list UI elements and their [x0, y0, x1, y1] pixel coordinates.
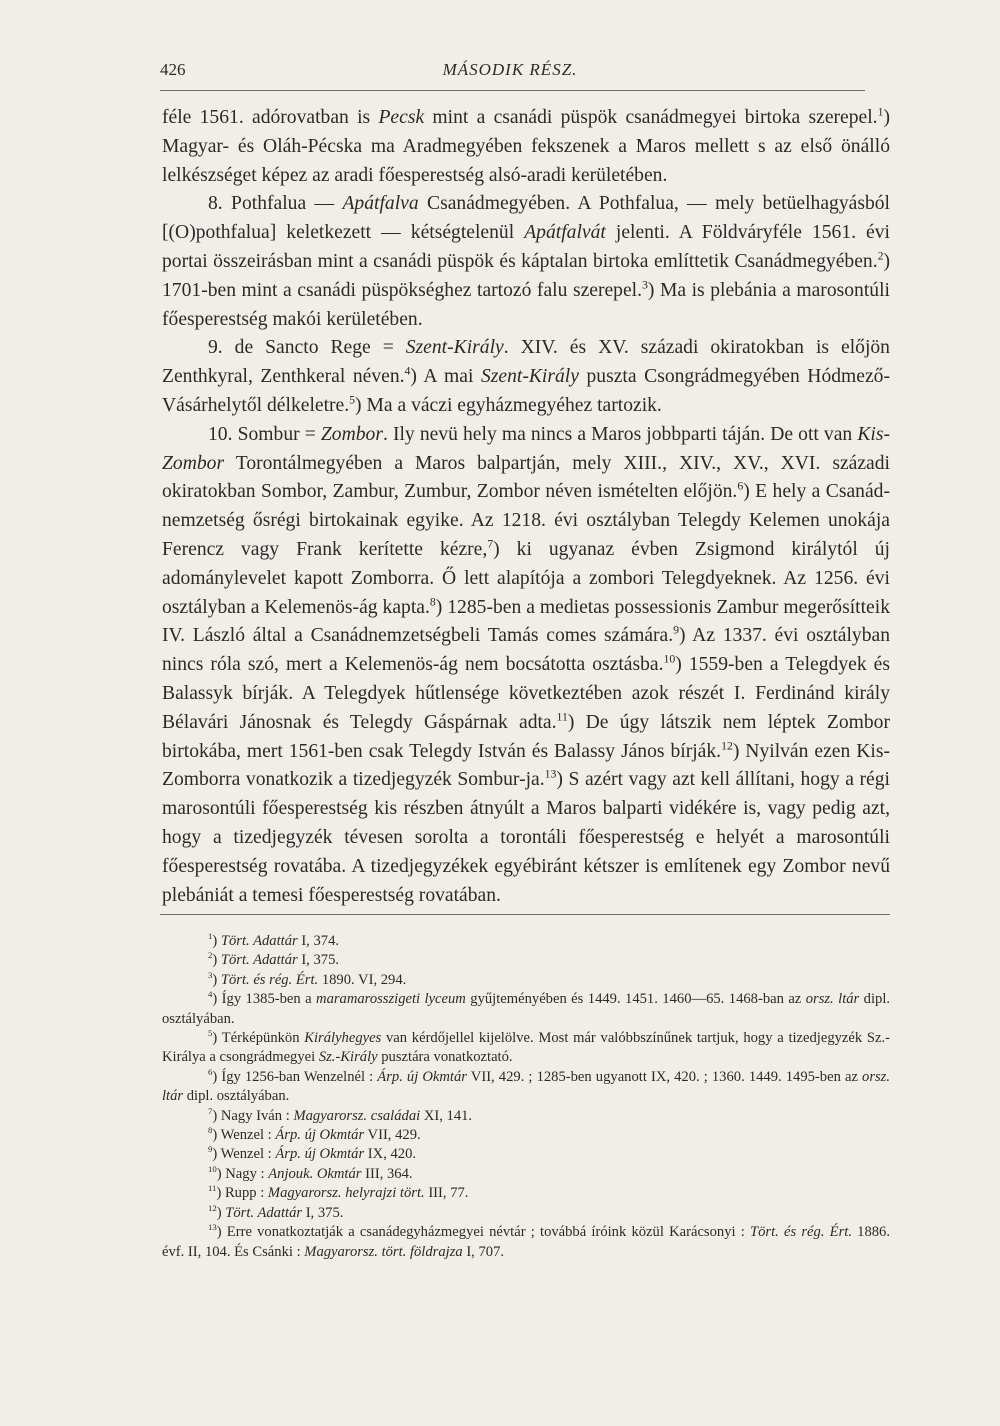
text-run: ) Így 1256-ban Wenzelnél : — [212, 1068, 378, 1085]
footnote-marker: 6 — [208, 1066, 213, 1077]
text-run: 8. Pothfalua — — [208, 193, 343, 215]
text-run: ) Nyilván ezen Kis-Zomborra vonatkozik a tizedjegyzék Sombur-ja. — [162, 740, 890, 791]
footnote-marker: 4 — [208, 989, 213, 1000]
text-run: 10. Sombur = — [208, 423, 321, 445]
text-run: pusztára vonatkoztató. — [377, 1049, 513, 1066]
text-run: ) Így 1385-ben a — [212, 991, 317, 1008]
footnote — [162, 1029, 890, 1068]
footnote-marker: 1 — [877, 105, 884, 119]
footnote-marker: 2 — [877, 249, 884, 263]
text-run: 1886. évf. II, 104. És Csánki : — [162, 1224, 891, 1260]
text-run: III, 77. — [424, 1185, 469, 1202]
footnote-marker: 3 — [208, 969, 213, 980]
italic-text: Apátfalva — [342, 193, 419, 215]
text-run: mint a csanádi püspök csanádmegyei birtoka szerepel. — [424, 107, 878, 128]
footnote — [162, 971, 890, 990]
header-rule — [160, 90, 865, 91]
text-run: ) Wenzel : — [212, 1146, 276, 1163]
text-run: I, 375. — [302, 1204, 344, 1221]
italic-text: Anjouk. Okmtár — [268, 1165, 362, 1182]
italic-text: Magyarorsz. családai — [293, 1107, 421, 1124]
italic-text: Tört. Adattár — [225, 1204, 303, 1221]
italic-text: Szent-Király — [480, 366, 579, 388]
footnote-marker: 11 — [208, 1183, 217, 1194]
text-run: I, 707. — [462, 1243, 505, 1260]
footnote-marker: 4 — [404, 364, 411, 378]
italic-text: orsz. ltár — [162, 1068, 890, 1105]
footnote — [162, 1184, 890, 1203]
footnote — [162, 1126, 890, 1145]
footnote — [162, 1204, 890, 1223]
footnotes — [162, 932, 890, 1262]
text-run: jelenti. A Földváryféle 1561. évi portai összeirásban mint a csanádi püspök és káptalan birtoka említtetik Csanádmegyében. — [162, 222, 890, 272]
footnote — [162, 1107, 890, 1126]
footnote-marker: 5 — [208, 1028, 213, 1039]
footnote-marker: 7 — [208, 1105, 213, 1116]
italic-text: Árp. új Okmtár — [275, 1127, 365, 1144]
footnote-marker: 11 — [556, 710, 568, 724]
text-run: ) — [212, 933, 221, 949]
footnote-marker: 9 — [673, 623, 680, 637]
italic-text: Apátfalvát — [524, 222, 606, 244]
text-run: ) Wenzel : — [212, 1127, 276, 1144]
text-run: I, 375. — [297, 952, 340, 969]
italic-text: Pecsk — [378, 107, 425, 128]
text-run: 9. de Sancto Rege = — [208, 337, 406, 359]
text-run: dipl. osztályában. — [162, 991, 891, 1027]
footnote-marker: 8 — [429, 595, 436, 609]
italic-text: Tört. Adattár — [220, 952, 298, 969]
text-run: ) 1701-ben mint a csanádi püspökséghez tartozó falu szerepel. — [162, 250, 890, 301]
italic-text: Magyarorsz. tört. földrajza — [304, 1243, 463, 1260]
page-header — [160, 60, 860, 84]
italic-text: Magyarorsz. helyrajzi tört. — [267, 1185, 425, 1202]
text-run: ) ki ugyanaz évben Zsigmond királytól új adománylevelet kapott Zomborra. Ő lett alapítója a zombori Telegdyeknek. Az 1256. évi osztályban a Kelemenös-ág kapta. — [162, 538, 890, 618]
footnote-marker: 5 — [349, 393, 356, 407]
body-paragraph — [162, 421, 890, 911]
footnote — [162, 1223, 890, 1262]
text-run: ) S azért vagy azt kell állítani, hogy a régi marosontúli főesperestség kis részben átnyúlt a Maros balparti vidékére is, vagy pedig azt, hogy a tizedjegyzék tévesen sorolta a torontáli főesperestség e helyét a marosontúli főesperestség rovatába. A tizedjegyzékek egyébiránt kétszer is említenek egy Zombor nevű plebániát a temesi főesperestség rovatában. — [162, 769, 890, 906]
text-run: puszta Csongrádmegyében Hódmező-Vásárhelytől délkeletre. — [162, 366, 891, 416]
body-paragraph — [162, 190, 890, 334]
text-run: XI, 141. — [420, 1107, 473, 1124]
body-paragraph — [162, 334, 890, 420]
italic-text: Kis-Zombor — [162, 423, 890, 474]
text-run: I, 374. — [297, 933, 340, 949]
text-run: ) A mai — [410, 366, 481, 388]
text-run: ) Nagy : — [216, 1165, 269, 1182]
footnote-marker: 3 — [642, 278, 648, 292]
footnote — [162, 932, 890, 951]
text-run: ) Az 1337. évi osztályban nincs róla szó, mert a Kelemenös-ág nem bocsátotta osztásba. — [162, 625, 891, 676]
italic-text: Tört. Adattár — [220, 933, 298, 949]
italic-text: Sz.-Király — [318, 1049, 378, 1066]
footnote-marker: 8 — [208, 1125, 213, 1136]
text-run: ) 1559-ben a Telegdyek és Balassyk bírják. A Telegdyek hűtlensége következtében azok részét I. Ferdinánd király Bélavári Jánosnak és Telegdy Gáspárnak adta. — [162, 654, 890, 733]
footnote-marker: 10 — [663, 652, 676, 666]
footnote-marker: 2 — [208, 950, 213, 961]
italic-text: orsz. ltár — [805, 991, 860, 1008]
text-run: Csanádmegyében. A Pothfalua, — mely betüelhagyásból [(O)pothfalua] keletkezett — kétségtelenül — [162, 193, 890, 244]
running-title: MÁSODIK RÉSZ. — [442, 60, 578, 79]
text-run: III, 364. — [361, 1165, 413, 1182]
footnote — [162, 1165, 890, 1184]
text-run: ) De úgy látszik nem léptek Zombor birtokába, mert 1561-ben csak Telegdy István és Balassy János bírják. — [162, 711, 890, 762]
text-run: ) Rupp : — [216, 1185, 268, 1202]
footnote-marker: 6 — [737, 479, 744, 493]
text-run: féle 1561. adórovatban is — [162, 107, 379, 128]
text-run: dipl. osztályában. — [183, 1088, 290, 1105]
footnote-marker: 10 — [208, 1164, 217, 1175]
text-run: VII, 429. — [364, 1127, 421, 1144]
footnote — [162, 1068, 890, 1107]
italic-text: Árp. új Okmtár — [275, 1146, 365, 1163]
italic-text: maramarosszigeti lyceum — [316, 991, 466, 1008]
italic-text: Tört. és rég. Ért. — [750, 1224, 852, 1241]
body-text — [162, 104, 890, 910]
footnote-marker: 1 — [208, 931, 213, 942]
text-run: van kérdőjellel kijelölve. Most már valóbbszínűnek tartjuk, hogy a tizedjegyzék Sz.-Királya a csongrádmegyei — [162, 1030, 891, 1066]
text-run: Torontálmegyében a Maros balpartján, mely XIII., XIV., XV., XVI. századi okiratokban Sombor, Zambur, Zumbur, Zombor néven ismételten előjön. — [162, 452, 890, 503]
footnote-marker: 13 — [208, 1222, 217, 1233]
text-run: ) 1285-ben a medietas possessionis Zambur megerősítteik IV. László által a Csanádnemzetségbeli Tamás comes számára. — [162, 596, 890, 647]
page-number: 426 — [160, 60, 186, 79]
text-run: ) — [212, 971, 221, 988]
footnote-marker: 12 — [721, 739, 733, 752]
text-run: . Ily nevü hely ma nincs a Maros jobbparti táján. De ott van — [382, 423, 858, 445]
text-run: ) Térképünkön — [212, 1030, 305, 1047]
text-run: ) Ma is plebánia a marosontúli főesperestség makói kerületében. — [162, 279, 890, 330]
text-run: ) E hely a Csanád-nemzetség ősrégi birtokainak egyike. Az 1218. évi osztályban Telegdy Kelemen unokája Ferencz vagy Frank kerítette kézre, — [162, 481, 890, 560]
text-run: ) Magyar- és Oláh-Pécska ma Aradmegyében fekszenek a Maros mellett s az első önálló lelkészséget képez az aradi főesperestség alsó-aradi kerületében. — [162, 107, 890, 186]
text-run: 1890. VI, 294. — [318, 971, 407, 988]
body-paragraph — [162, 104, 890, 190]
footnote — [162, 951, 890, 970]
footnote-marker: 7 — [487, 537, 494, 551]
footnote-marker: 12 — [208, 1202, 217, 1213]
footnote-rule — [160, 914, 890, 915]
italic-text: Királyhegyes — [304, 1030, 382, 1047]
italic-text: Tört. és rég. Ért. — [220, 971, 319, 988]
text-run: VII, 429. ; 1285-ben ugyanott IX, 420. ; 1360. 1449. 1495-ben az — [466, 1068, 863, 1085]
italic-text: Árp. új Okmtár — [377, 1068, 467, 1085]
text-run: ) Erre vonatkoztatják a csanádegyházmegyei névtár ; továbbá íróink közül Karácsonyi : — [216, 1224, 751, 1241]
text-run: ) — [216, 1204, 226, 1221]
text-run: gyűjteményében és 1449. 1451. 1460—65. 1468-ban az — [465, 991, 806, 1008]
italic-text: Zombor — [320, 423, 383, 445]
footnote — [162, 990, 890, 1029]
footnote-marker: 9 — [208, 1144, 213, 1155]
text-run: ) Ma a váczi egyházmegyéhez tartozik. — [355, 394, 662, 416]
footnote — [162, 1145, 890, 1164]
text-run: ) — [212, 952, 221, 969]
text-run: IX, 420. — [364, 1146, 417, 1163]
text-run: ) Nagy Iván : — [212, 1107, 294, 1124]
italic-text: Szent-Király — [405, 337, 504, 359]
text-run: . XIV. és XV. századi okiratokban is előjön Zenthkyral, Zenthkeral néven. — [162, 337, 890, 388]
footnote-marker: 13 — [544, 767, 557, 781]
